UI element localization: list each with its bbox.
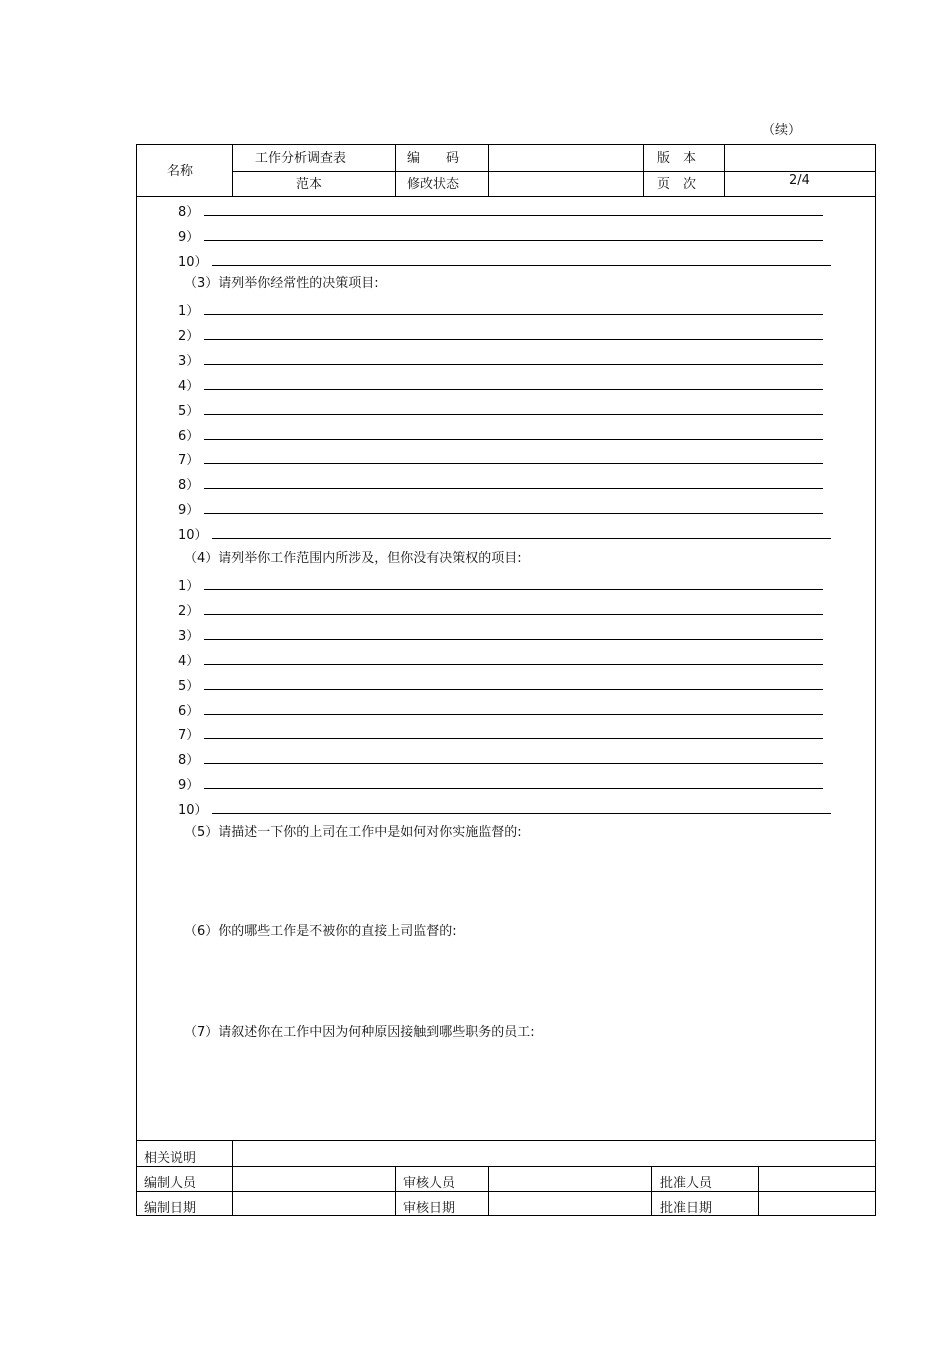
- item-number: 8）: [178, 205, 200, 220]
- answer-line[interactable]: [204, 339, 823, 340]
- answer-line[interactable]: [204, 788, 823, 789]
- approved-date-label: 批准日期: [660, 1201, 713, 1216]
- section-title: （3）请列举你经常性的决策项目:: [184, 276, 379, 291]
- reviewed-date-label: 审核日期: [403, 1201, 456, 1216]
- answer-line[interactable]: [204, 389, 823, 390]
- header-col-divider-2: [395, 145, 396, 196]
- answer-line[interactable]: [204, 215, 823, 216]
- header-col-divider-1: [232, 145, 233, 196]
- item-number: 2）: [178, 328, 200, 344]
- answer-line[interactable]: [204, 513, 823, 514]
- continued-note: （续）: [762, 123, 802, 138]
- item-number: 10）: [178, 803, 208, 819]
- answer-line[interactable]: [204, 589, 823, 590]
- item-number: 7）: [178, 728, 200, 744]
- footer-row-divider-1: [137, 1166, 876, 1167]
- answer-line[interactable]: [204, 488, 823, 489]
- item-number: 5）: [178, 678, 200, 694]
- answer-line[interactable]: [204, 763, 823, 764]
- header-bottom-border: [137, 196, 876, 197]
- header-col-divider-4: [643, 145, 644, 196]
- answer-line[interactable]: [212, 538, 831, 539]
- item-number: 3）: [178, 353, 200, 369]
- item-number: 6）: [178, 428, 200, 444]
- section-title: （7）请叙述你在工作中因为何种原因接触到哪些职务的员工:: [184, 1025, 535, 1040]
- footer-col-divider-5: [758, 1166, 759, 1216]
- answer-line[interactable]: [204, 614, 823, 615]
- form-title-line2: 范本: [296, 177, 323, 192]
- item-number: 1）: [178, 304, 200, 319]
- item-number: 10）: [178, 254, 208, 270]
- item-number: 8）: [178, 753, 200, 769]
- answer-line[interactable]: [204, 414, 823, 415]
- code-label: 编 码: [407, 151, 460, 166]
- answer-line[interactable]: [204, 664, 823, 665]
- version-label: 版 本: [657, 151, 697, 166]
- header-col-divider-5: [724, 145, 725, 196]
- item-number: 9）: [178, 229, 200, 245]
- answer-line[interactable]: [204, 463, 823, 464]
- header-col-divider-3: [488, 145, 489, 196]
- approved-by-label: 批准人员: [660, 1176, 713, 1191]
- answer-line[interactable]: [212, 813, 831, 814]
- item-number: 10）: [178, 528, 208, 544]
- answer-line[interactable]: [212, 265, 831, 266]
- item-number: 4）: [178, 653, 200, 669]
- page-label: 页 次: [657, 177, 697, 192]
- name-label: 名称: [167, 164, 194, 179]
- revision-status-label: 修改状态: [407, 177, 460, 192]
- section-title: （5）请描述一下你的上司在工作中是如何对你实施监督的:: [184, 825, 522, 840]
- form-title-line1: 工作分析调查表: [255, 151, 347, 166]
- notes-label: 相关说明: [144, 1151, 197, 1166]
- footer-col-divider-3: [488, 1166, 489, 1216]
- item-number: 3）: [178, 628, 200, 644]
- item-number: 2）: [178, 603, 200, 619]
- answer-line[interactable]: [204, 689, 823, 690]
- answer-line[interactable]: [204, 439, 823, 440]
- answer-line[interactable]: [204, 364, 823, 365]
- footer-col-divider-1: [232, 1140, 233, 1216]
- footer-top-border: [137, 1140, 876, 1141]
- answer-line[interactable]: [204, 714, 823, 715]
- section-title: （4）请列举你工作范围内所涉及，但你没有决策权的项目:: [184, 551, 522, 566]
- footer-col-divider-2: [395, 1166, 396, 1216]
- item-number: 7）: [178, 453, 200, 469]
- item-number: 5）: [178, 403, 200, 419]
- header-row-divider: [232, 171, 876, 172]
- item-number: 9）: [178, 503, 200, 519]
- answer-line[interactable]: [204, 240, 823, 241]
- answer-line[interactable]: [204, 738, 823, 739]
- item-number: 1）: [178, 579, 200, 594]
- footer-row-divider-2: [137, 1191, 876, 1192]
- answer-line[interactable]: [204, 639, 823, 640]
- item-number: 8）: [178, 478, 200, 494]
- prepared-date-label: 编制日期: [144, 1201, 197, 1216]
- reviewed-by-label: 审核人员: [403, 1176, 456, 1191]
- footer-col-divider-4: [651, 1166, 652, 1216]
- prepared-by-label: 编制人员: [144, 1176, 197, 1191]
- item-number: 6）: [178, 703, 200, 719]
- page-value: 2/4: [789, 173, 810, 188]
- answer-line[interactable]: [204, 314, 823, 315]
- item-number: 9）: [178, 778, 200, 794]
- form-frame: [136, 144, 876, 1216]
- item-number: 4）: [178, 378, 200, 394]
- section-title: （6）你的哪些工作是不被你的直接上司监督的:: [184, 924, 457, 939]
